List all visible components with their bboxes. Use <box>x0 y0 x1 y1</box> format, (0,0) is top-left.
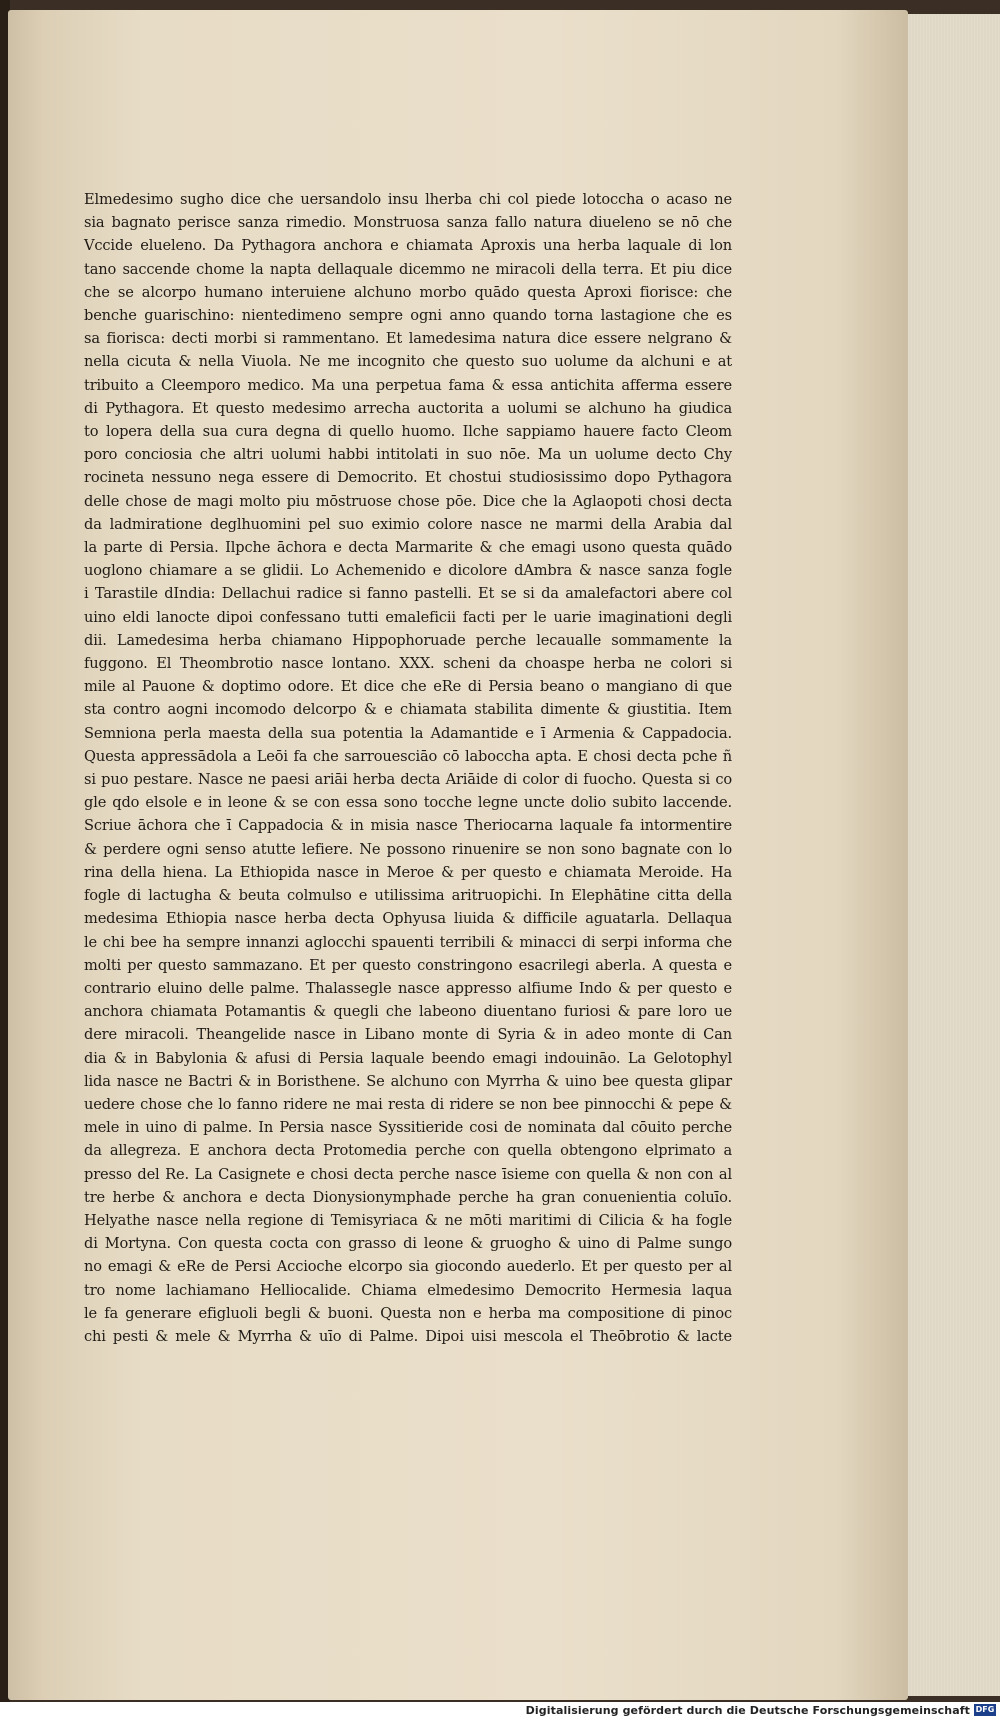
text-line: anchora chiamata Potamantis & quegli che labeono diuentano furiosi & pare loro ue <box>84 1003 732 1021</box>
text-line: da ladmiratione deglhuomini pel suo eximio colore nasce ne marmi della Arabia dal <box>84 515 732 533</box>
text-line: benche guarischino: nientedimeno sempre ogni anno quando torna lastagione che es <box>84 307 732 325</box>
text-line: mele in uino di palme. In Persia nasce Syssitieride cosi de nominata dal cōuito perche <box>84 1119 732 1137</box>
text-line: gle qdo elsole e in leone & se con essa sono tocche legne uncte dolio subito laccende. <box>84 794 732 812</box>
text-line: Helyathe nasce nella regione di Temisyriaca & ne mōti maritimi di Cilicia & ha fogle <box>84 1211 732 1229</box>
text-line: contrario eluino delle palme. Thalassegle nasce appresso alfiume Indo & per questo e <box>84 979 732 997</box>
text-line: uedere chose che lo fanno ridere ne mai resta di ridere se non bee pinnocchi & pepe & <box>84 1095 732 1113</box>
text-line: sa fiorisca: decti morbi si rammentano. Et lamedesima natura dice essere nelgrano & <box>84 330 732 348</box>
text-line: la parte di Persia. Ilpche āchora e decta Marmarite & che emagi usono questa quādo <box>84 539 732 557</box>
text-line: to lopera della sua cura degna di quello huomo. Ilche sappiamo hauere facto Cleom <box>84 423 732 441</box>
text-line: Vccide elueleno. Da Pythagora anchora e chiamata Aproxis una herba laquale di lon <box>84 237 732 255</box>
text-line: medesima Ethiopia nasce herba decta Ophyusa liuida & difficile aguatarla. Dellaqua <box>84 910 732 928</box>
text-line: di Pythagora. Et questo medesimo arrecha auctorita a uolumi se alchuno ha giudica <box>84 399 732 417</box>
text-line: uoglono chiamare a se glidii. Lo Achemenido e dicolore dAmbra & nasce sanza fogle <box>84 562 732 580</box>
text-line: Questa appressādola a Leōi fa che sarrouesciāo cō labocchа apta. E chosi decta pche ñ <box>84 747 732 765</box>
text-line: sia bagnato perisce sanza rimedio. Monstruosa sanza fallo natura diueleno se nō che <box>84 214 732 232</box>
text-line: tro nome lachiamano Helliocalide. Chiama elmedesimo Democrito Hermesia laqua <box>84 1281 732 1299</box>
text-line: molti per questo sammazano. Et per questo constringono esacrilegi aberla. A questa e <box>84 956 732 974</box>
text-line: fogle di lactugha & beuta colmulso e utilissima aritruopichi. In Elephātine citta della <box>84 887 732 905</box>
digitization-credit: Digitalisierung gefördert durch die Deutsche Forschungsgemeinschaft <box>525 1704 970 1717</box>
text-line: Elmedesimo sugho dice che uersandolo insu lherba chi col piede lotoccha o acaso ne <box>84 191 732 208</box>
text-line: tano saccende chome la napta dellaquale dicemmo ne miracoli della terra. Et piu dice <box>84 260 732 278</box>
text-line: sta contro aogni incomodo delcorpo & e chiamata stabilita dimente & giustitia. Item <box>84 701 732 719</box>
text-line: di Mortyna. Con questa cocta con grasso di leone & gruogho & uino di Palme sungo <box>84 1235 732 1253</box>
text-line: chi pesti & mele & Myrrha & uīo di Palme. Dipoi uisi mescola el Theōbrotio & lacte <box>84 1327 732 1345</box>
text-line: da allegreza. E anchora decta Protomedia perche con quella obtengono elprimato a <box>84 1142 732 1160</box>
text-line: presso del Re. La Casignete e chosi decta perche nasce īsieme con quella & non con al <box>84 1165 732 1183</box>
text-line: i Tarastile dIndia: Dellachui radice si fanno pastelli. Et se si da amalefactori abere col <box>84 585 732 603</box>
text-line: dia & in Babylonia & afusi di Persia laquale beendo emagi indouināo. La Gelotophyl <box>84 1049 732 1067</box>
text-line: delle chose de magi molto piu mōstruose chose pōe. Dice che la Aglaopoti chosi decta <box>84 492 732 510</box>
text-line: dii. Lamedesima herba chiamano Hippophoruade perche lecaualle sommamente la <box>84 631 732 649</box>
page-stack-edges <box>904 14 1000 1696</box>
text-line: rocineta nessuno nega essere di Democrito. Et chostui studiosissimo dopo Pythagora <box>84 469 732 487</box>
text-line: lida nasce ne Bactri & in Boristhene. Se alchuno con Myrrha & uino bee questa glipar <box>84 1072 732 1090</box>
text-line: le chi bee ha sempre innanzi aglocchi spauenti terribili & minacci di serpi informa che <box>84 933 732 951</box>
text-line: le fa generare efigluoli begli & buoni. Questa non e herba ma compositione di pinoc <box>84 1304 732 1322</box>
text-line: tre herbe & anchora e decta Dionysionymphade perche ha gran conuenientia coluīo. <box>84 1188 732 1206</box>
text-line: che se alcorpo humano interuiene alchuno morbo quādo questa Aproxi fiorisce: che <box>84 283 732 301</box>
text-line: dere miracoli. Theangelide nasce in Libano monte di Syria & in adeo monte di Can <box>84 1026 732 1044</box>
text-line: uino eldi lanocte dipoi confessano tutti emaleficii facti per le uarie imaginationi degli <box>84 608 732 626</box>
text-line: poro conciosia che altri uolumi habbi intitolati in suo nōe. Ma un uolume decto Chy <box>84 446 732 464</box>
text-line: si puo pestare. Nasce ne paesi ariāi herba decta Ariāide di color di fuocho. Questa si co <box>84 771 732 789</box>
text-line: no emagi & eRe de Persi Accioche elcorpo sia giocondo auederlo. Et per questo per al <box>84 1258 732 1276</box>
text-line: Semniona perla maesta della sua potentia la Adamantide e ī Armenia & Cappadocia. <box>84 724 732 742</box>
text-line: mile al Pauone & doptimo odore. Et dice che eRe di Persia beano o mangiano di que <box>84 678 732 696</box>
body-text <box>84 188 732 1348</box>
dfg-logo: DFG <box>975 1705 995 1714</box>
text-line: Scriue āchora che ī Cappadocia & in misia nasce Theriocarna laquale fa intormentire <box>84 817 732 835</box>
text-line: & perdere ogni senso atutte lefiere. Ne possono rinuenire se non sono bagnate con lo <box>84 840 732 858</box>
text-line: fuggono. El Theombrotio nasce lontano. XXX. scheni da choaspe herba ne colori si <box>84 655 732 673</box>
text-line: tribuito a Cleemporo medico. Ma una perpetua fama & essa antichita afferma essere <box>84 376 732 394</box>
text-line: rina della hiena. La Ethiopida nasce in Meroe & per questo e chiamata Meroide. Ha <box>84 863 732 881</box>
text-line: nella cicuta & nella Viuola. Ne me incognito che questo suo uolume da alchuni e at <box>84 353 732 371</box>
